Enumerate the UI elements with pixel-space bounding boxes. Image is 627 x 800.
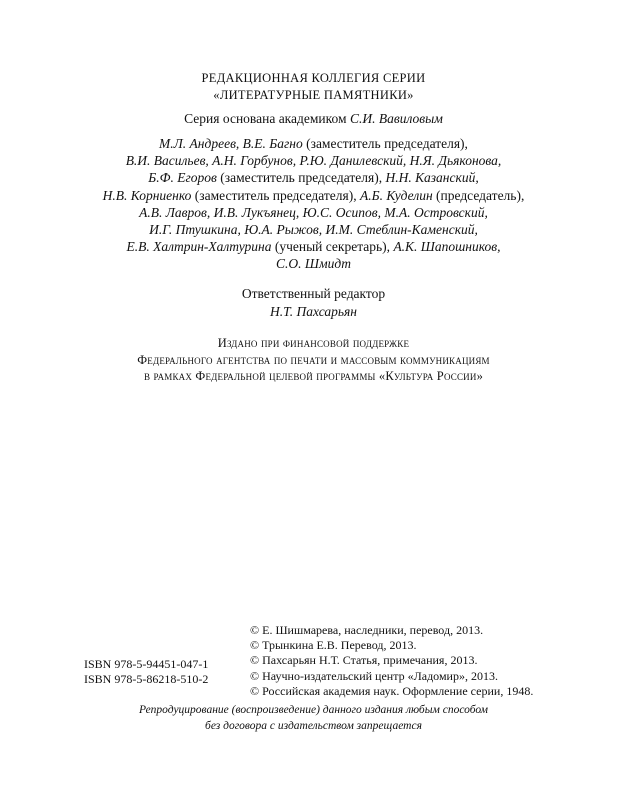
copyright-5: © Российская академия наук. Оформление серии, 1948. bbox=[250, 683, 534, 698]
copyright-1: © Е. Шишмарева, наследники, перевод, 2013. bbox=[250, 623, 484, 637]
members-line-4-name-b: А.Б. Куделин bbox=[360, 187, 433, 203]
members-line-2: В.И. Васильев, А.Н. Горбунов, Р.Ю. Данилевский, Н.Я. Дьяконова, bbox=[125, 153, 502, 169]
members-line-6: И.Г. Птушкина, Ю.А. Рыжов, И.М. Стеблин-Каменский, bbox=[149, 222, 478, 238]
funding-note bbox=[0, 335, 627, 385]
legal-line-1: Репродуцирование (воспроизведение) данного издания любым способом bbox=[138, 704, 489, 716]
isbn-2: ISBN 978-5-86218-510-2 bbox=[84, 672, 209, 687]
isbn-block bbox=[84, 657, 208, 687]
funding-line-1: Издано при финансовой поддержке bbox=[217, 336, 410, 350]
copyright-3: © Пахсарьян Н.Т. Статья, примечания, 2013. bbox=[250, 653, 478, 668]
legal-line-2: без договора с издательством запрещается bbox=[205, 719, 422, 732]
responsible-editor bbox=[0, 285, 627, 320]
members-line-3-name-b: Н.Н. Казанский, bbox=[385, 170, 479, 186]
copyright-block bbox=[250, 623, 533, 699]
editor-label: Ответственный редактор bbox=[241, 286, 386, 301]
reproduction-notice bbox=[0, 703, 627, 734]
members-line-1 bbox=[0, 135, 627, 152]
editor-name: Н.Т. Пахсарьян bbox=[270, 303, 357, 319]
members-line-1-names: М.Л. Андреев, В.Е. Багно bbox=[159, 136, 303, 151]
members-line-4-name-a: Н.В. Корниенко bbox=[102, 187, 192, 203]
copyright-2: © Трынкина Е.В. Перевод, 2013. bbox=[250, 638, 417, 653]
founder-name: С.И. Вавиловым bbox=[349, 111, 443, 126]
members-line-7-role: (ученый секретарь), bbox=[271, 239, 394, 255]
series-founder bbox=[0, 110, 627, 128]
founder-prefix: Серия основана академиком bbox=[184, 111, 350, 126]
members-line-4-role-a: (заместитель председателя), bbox=[191, 187, 360, 203]
members-line-1-role: (заместитель председателя), bbox=[302, 136, 468, 151]
members-line-4-role-b: (председатель), bbox=[432, 187, 525, 203]
editorial-board-heading bbox=[0, 70, 627, 104]
board-members bbox=[0, 135, 627, 273]
board-title-line1: РЕДАКЦИОННАЯ КОЛЛЕГИЯ СЕРИИ bbox=[201, 71, 426, 85]
members-line-3 bbox=[0, 169, 627, 186]
members-line-5: А.В. Лавров, И.В. Лукъянец, Ю.С. Осипов, М.А. Островский, bbox=[139, 204, 488, 220]
members-line-7-name-a: Е.В. Халтрин-Халтурина bbox=[126, 239, 272, 255]
members-line-7-name-b: А.К. Шапошников, bbox=[393, 239, 501, 255]
members-line-4 bbox=[0, 187, 627, 204]
members-line-3-name-a: Б.Ф. Егоров bbox=[148, 170, 217, 186]
members-line-7 bbox=[0, 238, 627, 255]
isbn-1: ISBN 978-5-94451-047-1 bbox=[84, 657, 209, 671]
board-title-line2: «ЛИТЕРАТУРНЫЕ ПАМЯТНИКИ» bbox=[213, 88, 414, 102]
funding-line-2: Федерального агентства по печати и массовым коммуникациям bbox=[137, 352, 490, 367]
copyright-4: © Научно-издательский центр «Ладомир», 2013. bbox=[250, 668, 498, 683]
members-line-8: С.О. Шмидт bbox=[276, 256, 351, 272]
members-line-3-role: (заместитель председателя), bbox=[216, 170, 386, 186]
funding-line-3: в рамках Федеральной целевой программы «Культура России» bbox=[143, 369, 484, 383]
